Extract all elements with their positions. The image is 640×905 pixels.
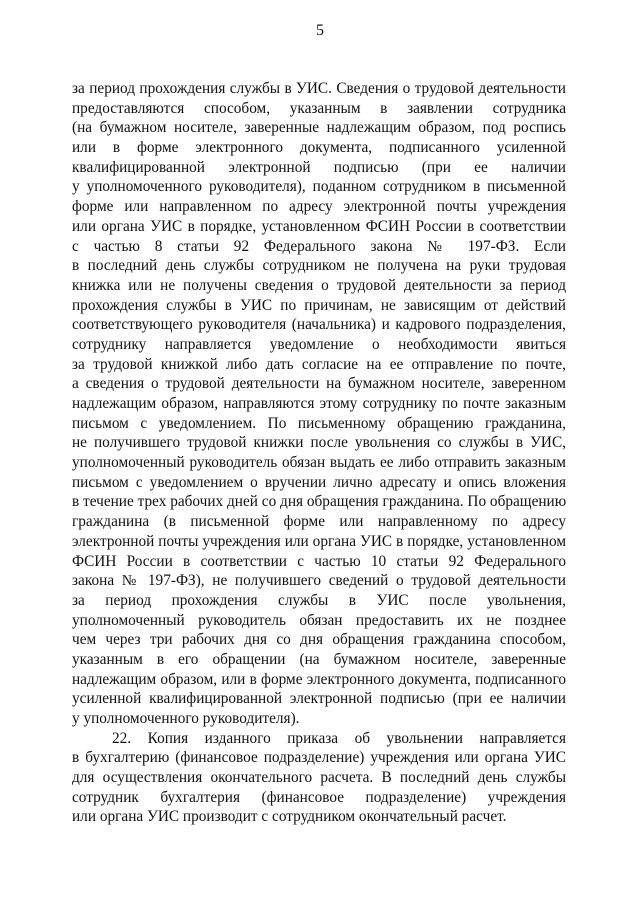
paragraph — [72, 79, 566, 729]
text-line: закона № 197-ФЗ), не получившего сведений о трудовой деятельности — [72, 572, 566, 590]
text-line: уполномоченный руководитель обязан выдать ее либо отправить заказным — [72, 454, 566, 472]
text-line: книжка или не получены сведения о трудовой деятельности за период — [72, 276, 566, 294]
text-line: прохождения службы в УИС по причинам, не зависящим от действий — [72, 296, 566, 314]
text-line: чем через три рабочих дня со дня обращения гражданина способом, — [72, 631, 566, 649]
text-line: в бухгалтерию (финансовое подразделение) учреждения или органа УИС — [72, 749, 566, 767]
text-line: за период прохождения службы в УИС после увольнения, — [72, 591, 566, 609]
text-line: письмом с уведомлением о вручении лично адресату и опись вложения — [72, 473, 566, 491]
text-line: для осуществления окончательного расчета. В последний день службы — [72, 769, 566, 787]
text-line: надлежащим образом, или в форме электронного документа, подписанного — [72, 670, 566, 688]
text-line: ФСИН России в соответствии с частью 10 статьи 92 Федерального — [72, 552, 566, 570]
text-line: или органа УИС в порядке, установленном ФСИН России в соответствии — [72, 217, 566, 235]
text-line: указанным в его обращении (на бумажном носителе, заверенные — [72, 650, 566, 668]
text-line: а сведения о трудовой деятельности на бумажном носителе, заверенном — [72, 375, 566, 393]
document-body — [72, 79, 566, 827]
text-line: в течение трех рабочих дней со дня обращения гражданина. По обращению — [72, 493, 567, 511]
paragraph — [72, 729, 566, 827]
text-line: квалифицированной электронной подписью (при ее наличии — [72, 158, 566, 176]
text-line: соответствующего руководителя (начальника) и кадрового подразделения, — [72, 316, 566, 334]
text-line: за период прохождения службы в УИС. Сведения о трудовой деятельности — [72, 80, 566, 97]
text-line: или в форме электронного документа, подписанного усиленной — [72, 139, 566, 157]
text-line: сотруднику направляется уведомление о необходимости явиться — [72, 335, 566, 353]
text-line: 22. Копия изданного приказа об увольнении направляется — [112, 729, 566, 747]
text-line: гражданина (в письменной форме или направленному по адресу — [72, 513, 566, 531]
page-number: 5 — [316, 22, 324, 39]
text-line: надлежащим образом, направляются этому сотруднику по почте заказным — [72, 395, 566, 412]
text-line: или органа УИС производит с сотрудником окончательный расчет. — [72, 808, 507, 826]
text-line: уполномоченный руководитель обязан предоставить их не позднее — [72, 611, 566, 629]
text-line: предоставляются способом, указанным в заявлении сотрудника — [72, 99, 566, 117]
text-line: у уполномоченного руководителя), поданном сотрудником в письменной — [72, 178, 566, 196]
text-line: у уполномоченного руководителя). — [72, 710, 300, 727]
text-line: в последний день службы сотрудником не получена на руки трудовая — [72, 257, 566, 275]
text-line: не получившего трудовой книжки после увольнения со службы в УИС, — [72, 434, 566, 452]
text-line: усиленной квалифицированной электронной подписью (при ее наличии — [72, 690, 566, 708]
text-line: форме или направленном по адресу электронной почты учреждения — [72, 198, 566, 216]
text-line: (на бумажном носителе, заверенные надлежащим образом, под роспись — [72, 119, 566, 137]
text-line: с частью 8 статьи 92 Федерального закона № 197-ФЗ. Если — [72, 237, 566, 255]
text-line: письмом с уведомлением. По письменному обращению гражданина, — [72, 414, 566, 432]
text-line: сотрудник бухгалтерия (финансовое подразделение) учреждения — [72, 788, 566, 806]
text-line: за трудовой книжкой либо дать согласие на ее отправление по почте, — [72, 355, 566, 373]
text-line: электронной почты учреждения или органа УИС в порядке, установленном — [72, 532, 566, 550]
